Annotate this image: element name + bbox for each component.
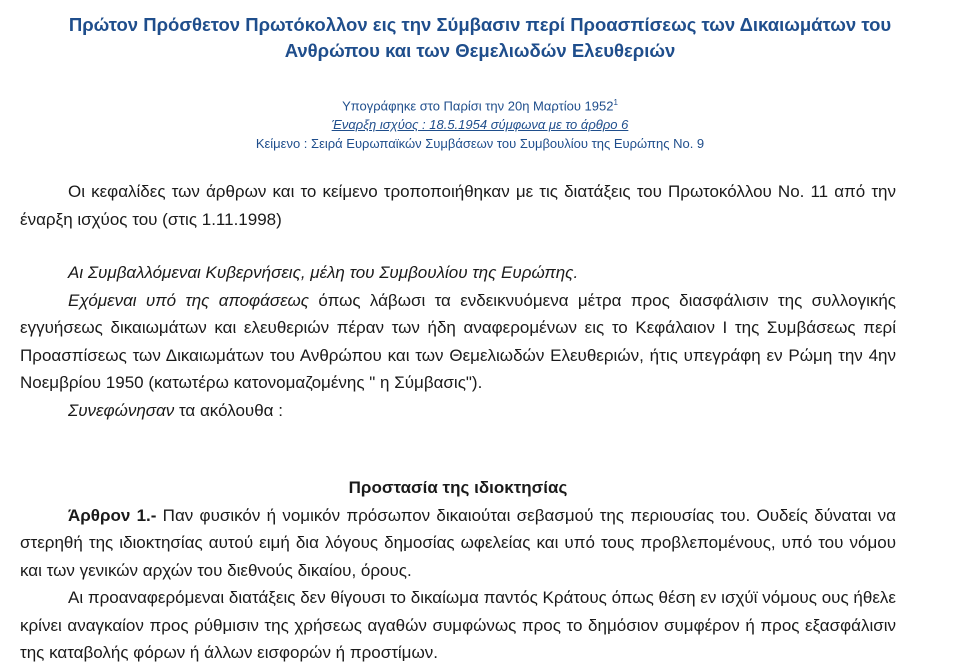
preamble-parties: Αι Συμβαλλόμεναι Κυβερνήσεις, μέλη του Συμβουλίου της Ευρώπης. (68, 263, 579, 282)
article-1-text: Παν φυσικόν ή νομικόν πρόσωπον δικαιούται σεβασμού της περιουσίας του. Ουδείς δύναται να στερηθή της ιδιοκτησίας αυτού ειμή δια λόγους δημοσίας ωφελείας και υπό τους προβλεπομένους, υπό του νόμου και των γενικών αρχών του διεθνούς δικαίου, όρους. (20, 505, 896, 580)
article-label: Άρθρον 1.- (68, 505, 157, 525)
preamble-agreed (20, 397, 896, 425)
preamble-agreed-text: τα ακόλουθα : (174, 400, 283, 420)
intro-paragraph: Οι κεφαλίδες των άρθρων και το κείμενο τροποποιήθηκαν με τις διατάξεις του Πρωτοκόλλου Νο. 11 από την έναρξη ισχύος του (στις 1.11.1998) (20, 182, 896, 229)
article-heading: Προστασία της ιδιοκτησίας (348, 478, 568, 497)
signed-text: Υπογράφηκε στο Παρίσι την 20η Μαρτίου 1952 (342, 98, 614, 114)
document-title (20, 12, 940, 64)
title-line-2: Ανθρώπου και των Θεμελιωδών Ελευθεριών (284, 40, 676, 61)
preamble-resolved-text: όπως λάβωσι τα ενδεικνυόμενα μέτρα προς διασφάλισιν της συλλογικής εγγυήσεως δικαιωμάτων και ελευθεριών πέραν των ήδη αναφερομένων εις το Κεφάλαιον Ι της Συμβάσεως περί Προασπίσεως των Δικαιωμάτων του Ανθρώπου και των Θεμελιωδών Ελευθεριών, ήτις υπεγράφη εν Ρώμη την 4ην Νοεμβρίου 1950 (κατωτέρω κατονομαζομένης " η Σύμβασις"). (20, 290, 896, 392)
preamble-agreed-italic: Συνεφώνησαν (68, 400, 175, 420)
footnote-mark: 1 (613, 98, 618, 107)
preamble-resolved (20, 287, 896, 397)
article-1-paragraph-1 (20, 502, 896, 585)
article-1-block (20, 474, 896, 667)
title-line-1: Πρώτον Πρόσθετον Πρωτόκολλον εις την Σύμβασιν περί Προασπίσεως των Δικαιωμάτων του (68, 14, 892, 35)
preamble-block (20, 259, 896, 424)
entry-into-force: Έναρξη ισχύος : 18.5.1954 σύμφωνα με το άρθρο 6 (331, 117, 629, 133)
preamble-resolved-italic: Εχόμεναι υπό της αποφάσεως (68, 290, 310, 310)
signed-info (20, 93, 940, 115)
article-1-paragraph-2: Αι προαναφερόμεναι διατάξεις δεν θίγουσι το δικαίωμα παντός Κράτους όπως θέση εν ισχύϊ νόμους ους ήθελε κρίνει αναγκαίον προς ρύθμισιν της χρήσεως αγαθών συμφώνως προς το δημόσιον συμφέρον ή προς εξασφάλισιν της καταβολής φόρων ή άλλων εισφορών ή προστίμων. (20, 588, 896, 662)
document-metadata (20, 93, 940, 153)
intro-block (20, 178, 896, 233)
text-source: Κείμενο : Σειρά Ευρωπαϊκών Συμβάσεων του Συμβουλίου της Ευρώπης Νο. 9 (255, 136, 705, 152)
